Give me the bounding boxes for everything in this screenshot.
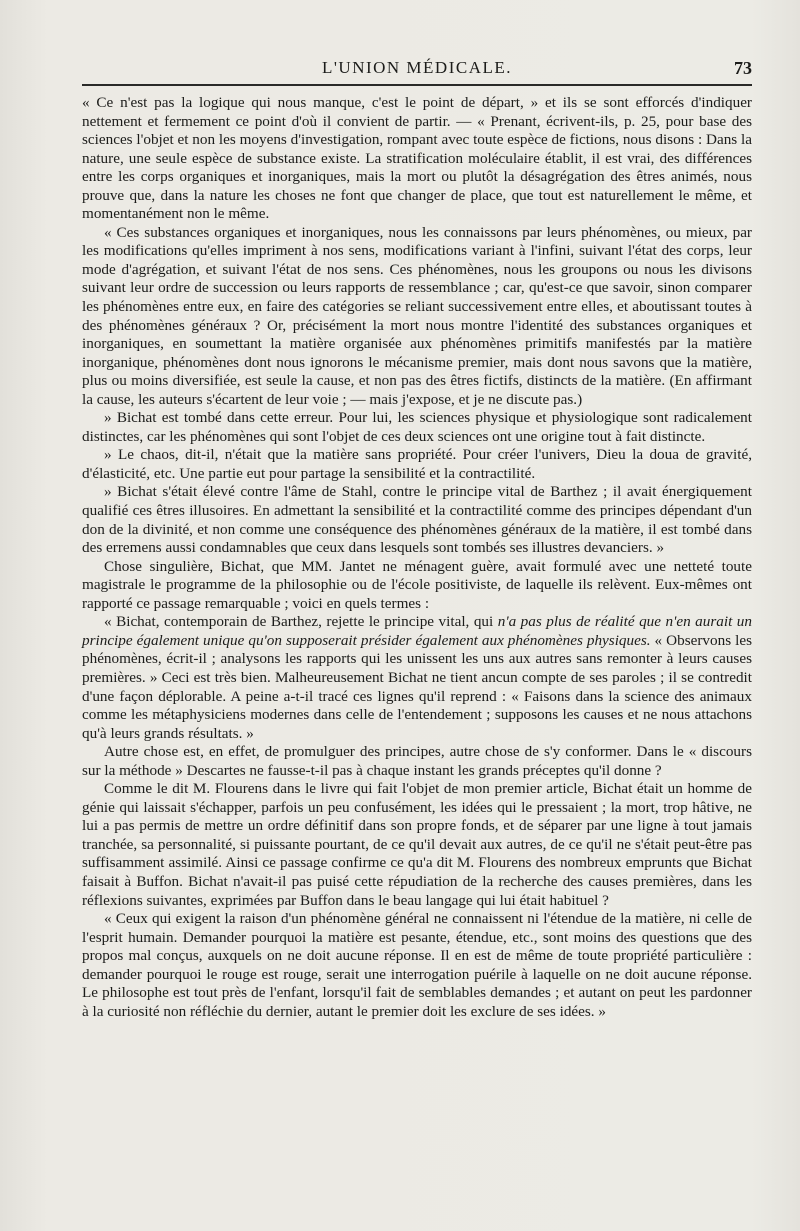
page-header [82,46,752,82]
paragraph-10: « Ceux qui exigent la raison d'un phénomène général ne connaissent ni l'étendue de la matière, ni celle de l'esprit humain. Demander pourquoi la matière est pesante, étendue, etc., sont moins des questions que des propos mal conçus, auxquels on ne doit aucune réponse. Il en est de même de toute propriété particulière : demander pourquoi le rouge est rouge, serait une interrogation puérile à laquelle on ne doit aucune réponse. Le philosophe est tout près de l'enfant, lorsqu'il fait de semblables demandes ; et autant on peut les pardonner à la curiosité non réfléchie du dernier, autant le premier doit les exclure de ses idées. » [82,910,752,1020]
running-title: L'UNION MÉDICALE. [321,58,513,77]
body-text [82,94,752,1021]
paragraph-7 [82,613,752,743]
paragraph-7-italic-quote: n'a pas plus de réalité que n'en aurait un principe également unique qu'on supposerait présider également aux phénomènes physiques. [82,613,752,649]
paragraph-7-end: « Observons les phénomènes, écrit-il ; analysons les rapports qui les unissent les uns aux autres sans remonter à leurs causes premières. » Ceci est très bien. Malheureusement Bichat ne tient ancun compte de ses paroles ; il se contredit d'une façon déplorable. A peine a-t-il tracé ces lignes qu'il reprend : « Faisons dans la science des animaux comme les métaphysiciens modernes dans celle de l'entendement ; supposons les causes et ne nous attachons qu'à leurs grands résultats. » [82,631,752,742]
paragraph-4: » Le chaos, dit-il, n'était que la matière sans propriété. Pour créer l'univers, Dieu la doua de gravité, d'élasticité, etc. Une partie eut pour partage la sensibilité et la contractilité. [82,446,752,482]
paragraph-9: Comme le dit M. Flourens dans le livre qui fait l'objet de mon premier article, Bichat était un homme de génie qui laissait s'échapper, parfois un peu confusément, les idées qui le pressaient ; la mort, trop hâtive, ne lui a pas permis de mettre un ordre définitif dans son propre fonds, et de séparer par une ligne à tout jamais tranchée, sa personnalité, si puissante pourtant, de ce qu'il devait aux autres, de ce qu'il ne s'était peut-être pas suffisamment assimilé. Ainsi ce passage confirme ce qu'a dit M. Flourens des nombreux emprunts que Bichat faisait à Buffon. Bichat n'avait-il pas puisé cette répudiation de la recherche des causes premières, dans les réflexions suivantes, exprimées par Buffon dans le beau langage qui lui était habituel ? [82,780,752,909]
paragraph-2: « Ces substances organiques et inorganiques, nous les connaissons par leurs phénomènes, ou mieux, par les modifications qu'elles impriment à nos sens, modifications variant à l'infini, suivant l'état des corps, leur mode d'agrégation, et suivant l'état de nos sens. Ces phénomènes, nous les groupons ou nous les divisons suivant leur ordre de succession ou leurs rapports de ressemblance ; car, qu'est-ce que savoir, sinon comparer les phénomènes entre eux, en faire des catégories se reliant successivement entre elles, et aboutissant toutes à des phénomènes généraux ? Or, précisément la mort nous montre l'identité des substances organiques et inorganiques, en soumettant la matière organisée aux phénomènes primitifs manifestés par la matière inorganique, phénomènes dont nous ignorons le mécanisme premier, mais dont nous savons que la matière, plus ou moins diversifiée, est seule la cause, et non pas des êtres fictifs, distincts de la matière. (En affirmant la cause, les auteurs s'écartent de leur voie ; — mais j'expose, et je ne discute pas.) [82,223,752,408]
paragraph-1: « Ce n'est pas la logique qui nous manque, c'est le point de départ, » et ils se sont efforcés d'indiquer nettement et fermement ce point d'où il convient de partir. — « Prenant, écrivent-ils, p. 25, pour base des sciences l'objet et non les moyens d'investigation, rompant avec toute espèce de fictions, nous disons : Dans la nature, une seule espèce de substance existe. La stratification moléculaire établit, il est vrai, des différences entre les corps organiques et inorganiques, mais la mort ou plutôt la désagrégation des êtres animés, nous prouve que, dans la nature les choses ne font que changer de place, que tout est naturellement le même, et momentanément non le même. [82,94,752,223]
header-rule [82,84,752,86]
paragraph-3: » Bichat est tombé dans cette erreur. Pour lui, les sciences physique et physiologique sont radicalement distinctes, car les phénomènes qui sont l'objet de ces deux sciences ont une origine tout à fait distincte. [82,409,752,445]
paragraph-6: Chose singulière, Bichat, que MM. Jantet ne ménagent guère, avait formulé avec une netteté toute magistrale le programme de la philosophie ou de l'école positiviste, de laquelle ils relèvent. Eux-mêmes ont rapporté ce passage remarquable ; voici en quels termes : [82,557,752,612]
paragraph-5: » Bichat s'était élevé contre l'âme de Stahl, contre le principe vital de Barthez ; il avait énergiquement qualifié ces êtres illusoires. En admettant la sensibilité et la contractilité comme des principes dépendant d'un don de la divinité, et non comme une conséquence des phénomènes généraux de la matière, il est tombé dans des erremens aussi condamnables que ceux dans lesquels sont tombés ses illustres devanciers. » [82,483,752,557]
paragraph-8: Autre chose est, en effet, de promulguer des principes, autre chose de s'y conformer. Dans le « discours sur la méthode » Descartes ne fausse-t-il pas à chaque instant les grands préceptes qu'il donne ? [82,743,752,779]
page-number: 73 [734,58,752,78]
paragraph-7-start: « Bichat, contemporain de Barthez, rejette le principe vital, qui [104,613,498,631]
